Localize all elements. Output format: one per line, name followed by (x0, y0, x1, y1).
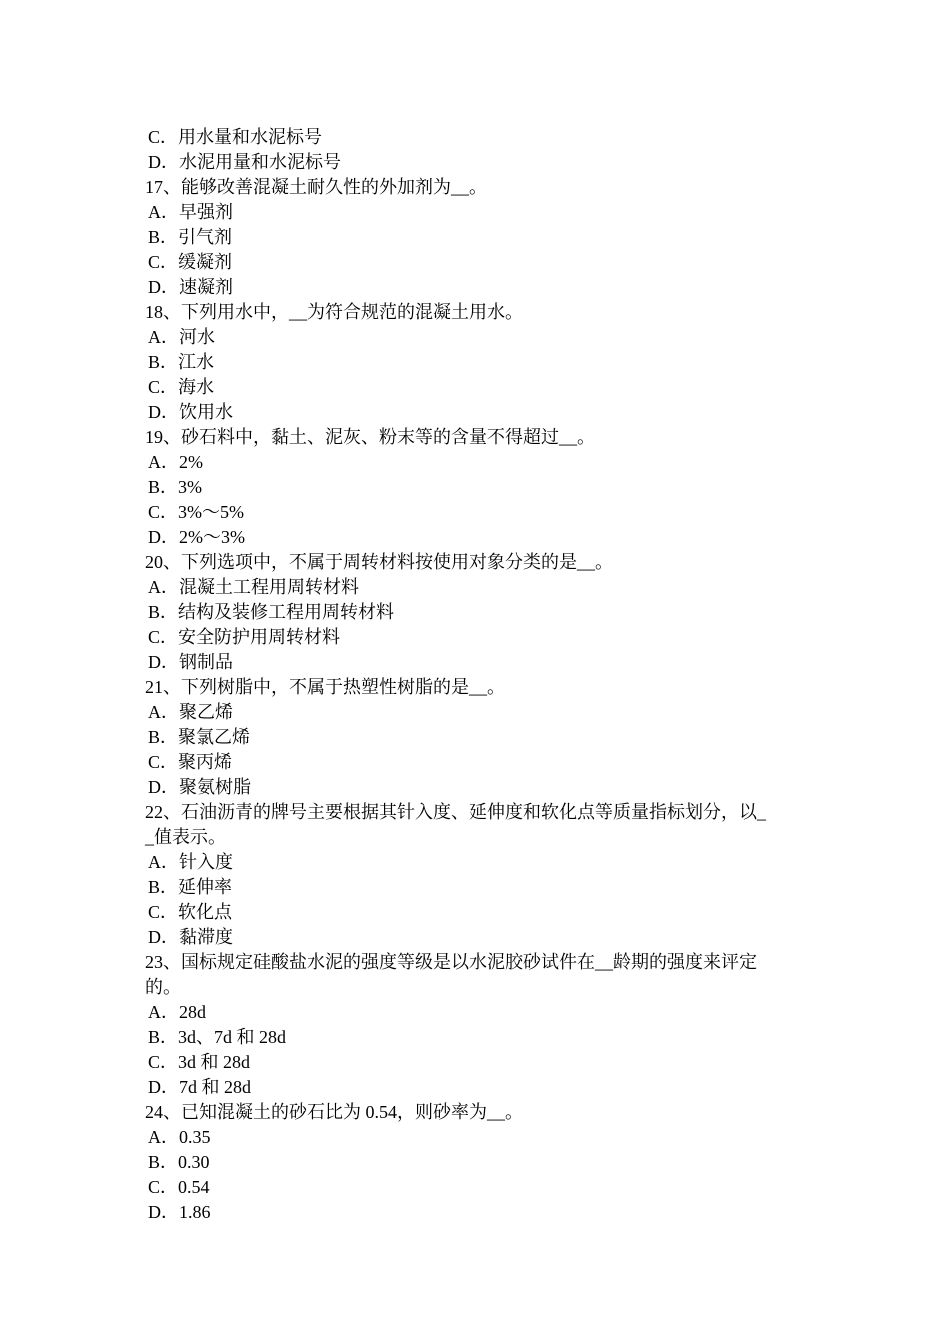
option-line: A．28d (148, 1002, 206, 1022)
option-line: D．1.86 (148, 1202, 211, 1222)
option-line: C．用水量和水泥标号 (148, 127, 323, 147)
question-line: 23、国标规定硅酸盐水泥的强度等级是以水泥胶砂试件在__龄期的强度来评定 (145, 952, 757, 972)
question-line: 20、下列选项中，不属于周转材料按使用对象分类的是__。 (145, 552, 613, 572)
option-line: A．聚乙烯 (148, 702, 233, 722)
option-line: B．引气剂 (148, 227, 233, 247)
option-line: B．结构及装修工程用周转材料 (148, 602, 395, 622)
option-line: C．3%～5% (148, 502, 244, 522)
option-line: D．黏滞度 (148, 927, 233, 947)
option-line: D．速凝剂 (148, 277, 233, 297)
option-line: C．聚丙烯 (148, 752, 233, 772)
question-line: 18、下列用水中，__为符合规范的混凝土用水。 (145, 302, 523, 322)
option-line: C．缓凝剂 (148, 252, 233, 272)
option-line: B．延伸率 (148, 877, 233, 897)
option-line: C．0.54 (148, 1177, 210, 1197)
question-line: 22、石油沥青的牌号主要根据其针入度、延伸度和软化点等质量指标划分，以_ (145, 802, 766, 822)
option-line: A．针入度 (148, 852, 233, 872)
option-line: C．海水 (148, 377, 215, 397)
option-line: B．江水 (148, 352, 215, 372)
option-line: D．2%～3% (148, 527, 245, 547)
option-line: C．3d 和 28d (148, 1052, 251, 1072)
document-page (145, 125, 815, 1225)
question-line-continued: _值表示。 (145, 827, 226, 847)
option-line: D．水泥用量和水泥标号 (148, 152, 341, 172)
option-line: D．饮用水 (148, 402, 233, 422)
option-line: A．早强剂 (148, 202, 233, 222)
option-line: B．3% (148, 477, 202, 497)
option-line: C．软化点 (148, 902, 233, 922)
option-line: D．聚氨树脂 (148, 777, 251, 797)
question-line-continued: 的。 (145, 977, 181, 997)
option-line: C．安全防护用周转材料 (148, 627, 341, 647)
question-line: 19、砂石料中，黏土、泥灰、粉末等的含量不得超过__。 (145, 427, 595, 447)
option-line: A．混凝土工程用周转材料 (148, 577, 359, 597)
question-line: 17、能够改善混凝土耐久性的外加剂为__。 (145, 177, 487, 197)
option-line: B．聚氯乙烯 (148, 727, 251, 747)
question-line: 24、已知混凝土的砂石比为 0.54，则砂率为__。 (145, 1102, 523, 1122)
option-line: D．7d 和 28d (148, 1077, 251, 1097)
option-line: A．2% (148, 452, 203, 472)
option-line: B．0.30 (148, 1152, 210, 1172)
option-line: D．钢制品 (148, 652, 233, 672)
option-line: A．0.35 (148, 1127, 211, 1147)
question-line: 21、下列树脂中，不属于热塑性树脂的是__。 (145, 677, 505, 697)
option-line: A．河水 (148, 327, 215, 347)
option-line: B．3d、7d 和 28d (148, 1027, 287, 1047)
